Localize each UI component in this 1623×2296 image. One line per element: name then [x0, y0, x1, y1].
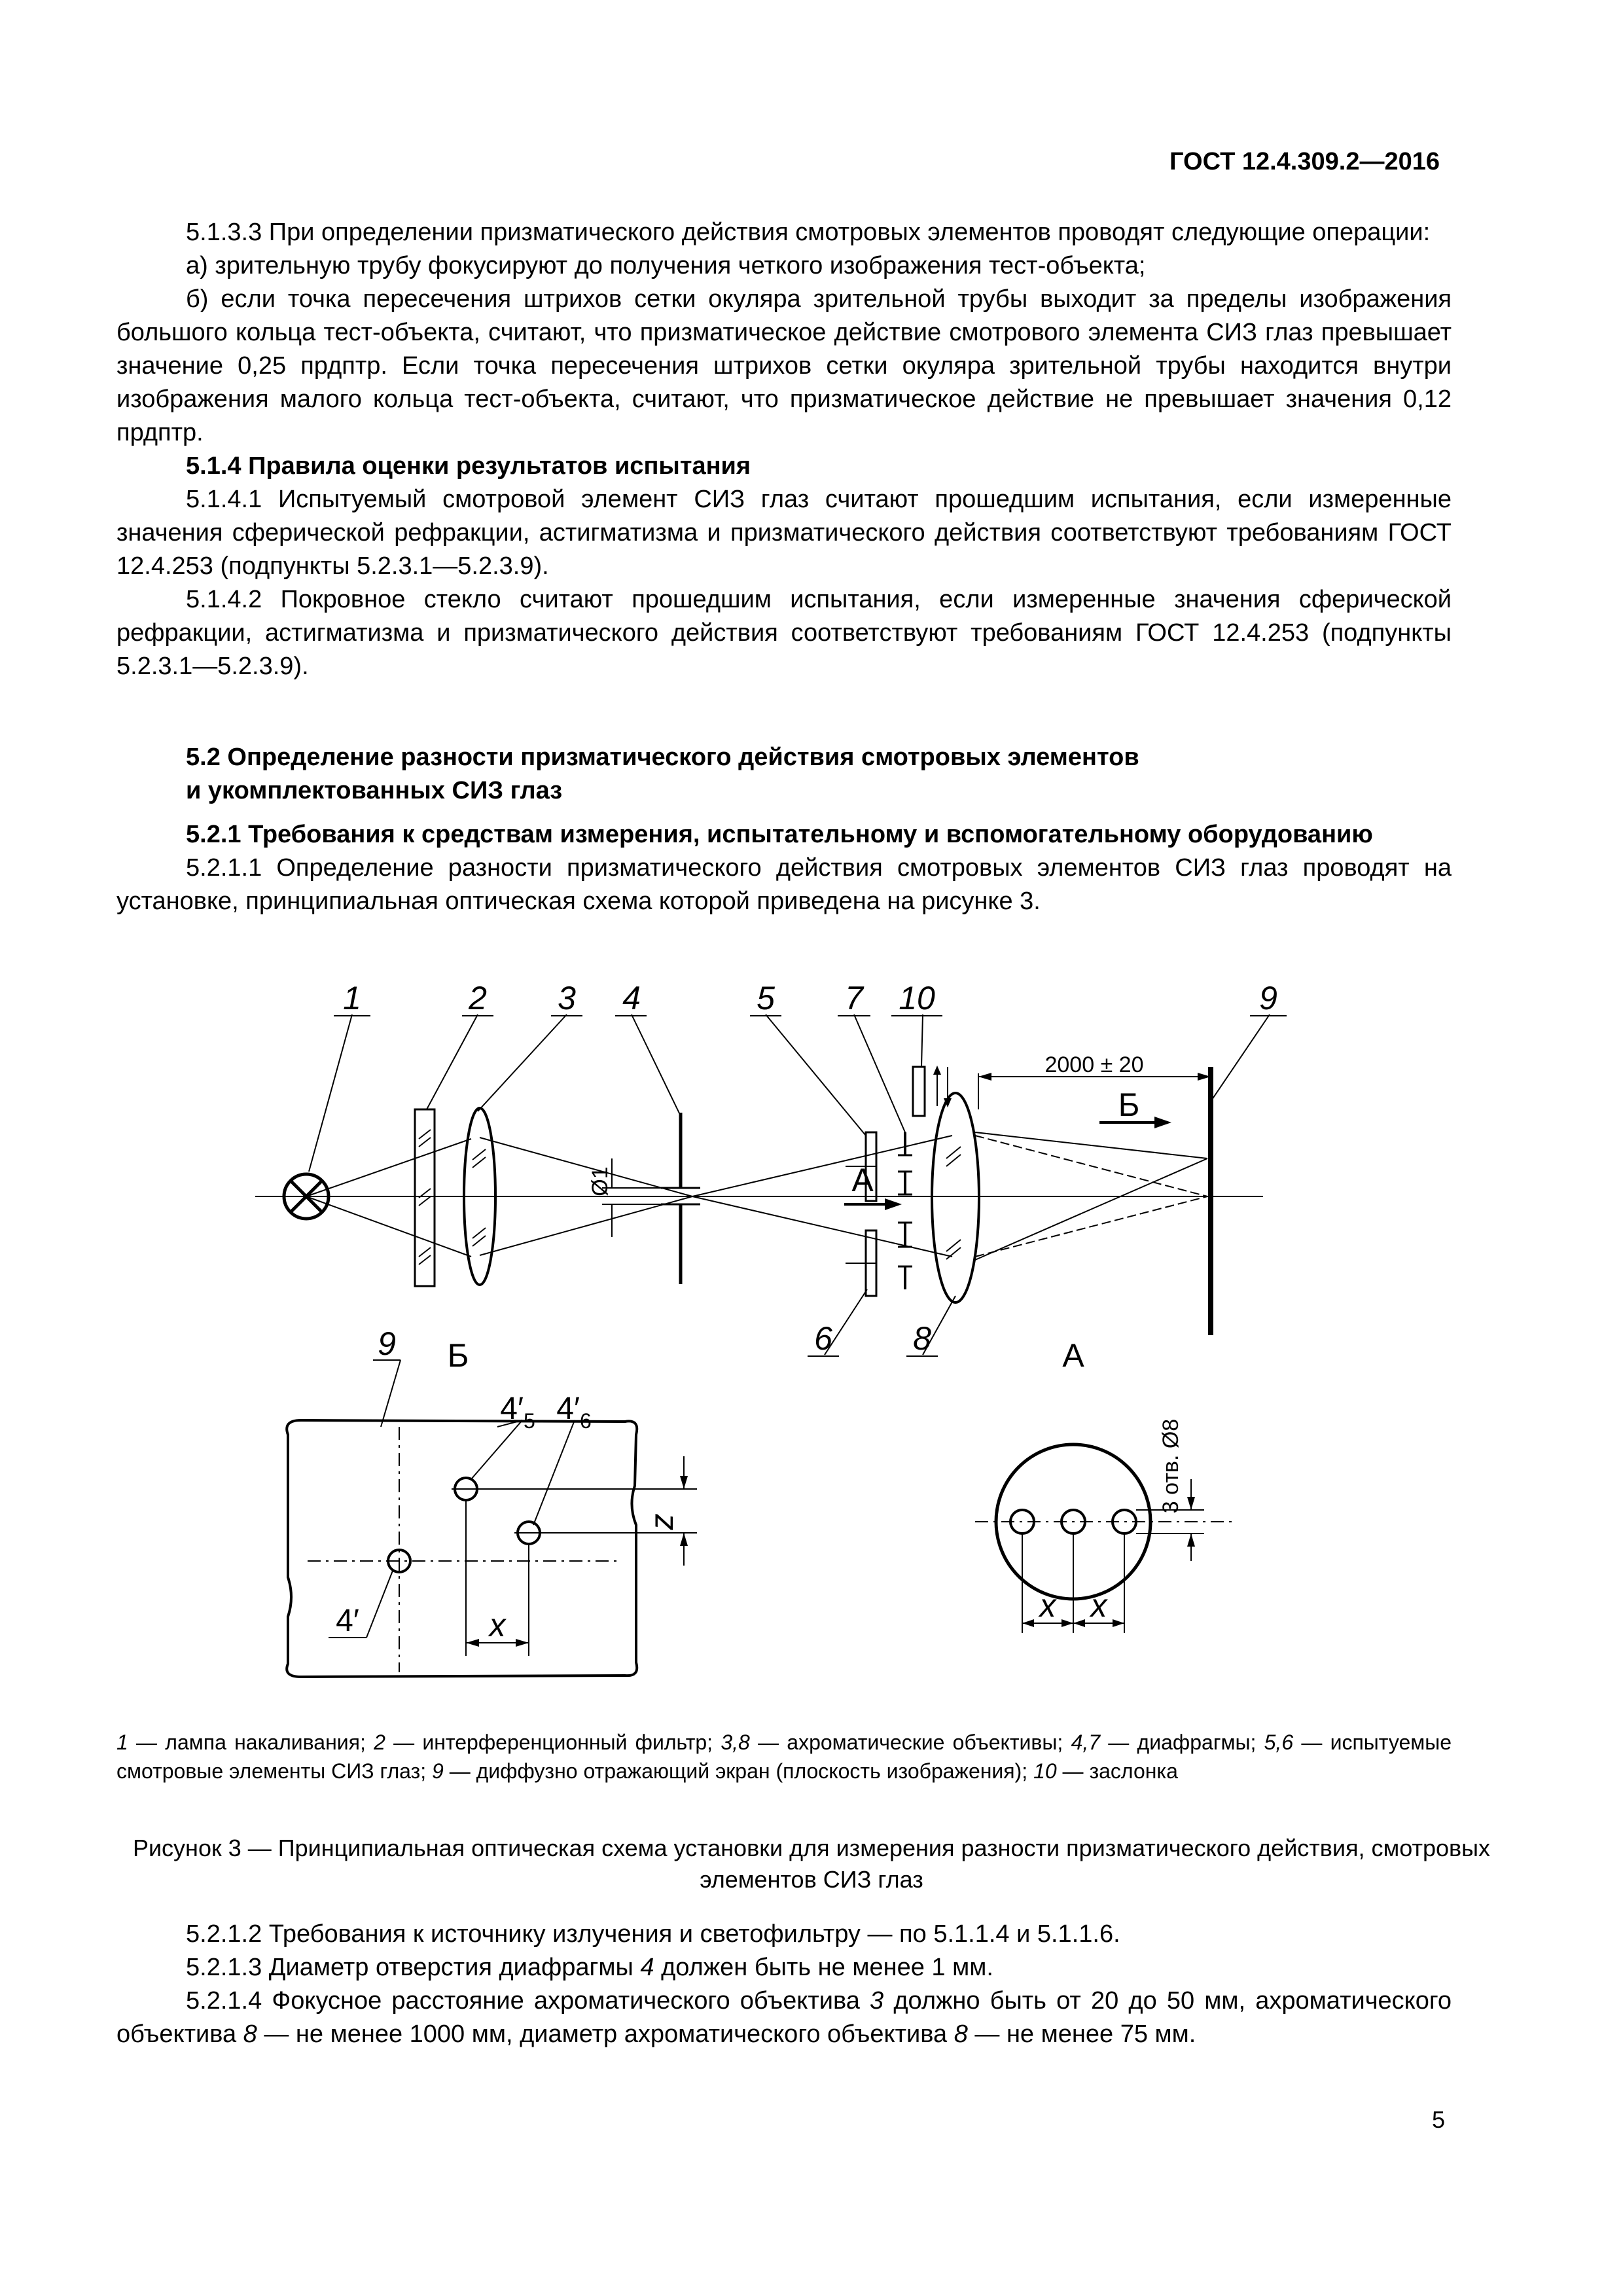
list-item-b: б) если точка пересечения штрихов сетки окуляра зрительной трубы выходит за пределы изображения большого кольца тест-объекта, считают, что призматическое действие смотрового элемента СИЗ глаз превышает значение 0,25 прдптр. Если точка пересечения штрихов сетки окуляра зрительной трубы находится внутри изображения малого кольца тест-объекта, считают, что призматическое действие не превышает значения 0,12 прдптр.: [116, 285, 1452, 446]
paragraph-5-2-1-2: 5.2.1.2 Требования к источнику излучения и светофильтру — по 5.1.1.4 и 5.1.1.6.: [186, 1920, 1120, 1948]
paragraph-5-1-4-1: 5.1.4.1 Испытуемый смотровой элемент СИЗ глаз считают прошедшим испытания, если измеренные значения сферической рефракции, астигматизма и призматического действия соответствуют требованиям ГОСТ 12.4.253 (подпункты 5.2.3.1—5.2.3.9).: [116, 486, 1452, 580]
section-5-2-1: [116, 818, 1452, 918]
section-5-2-1-after: [116, 1918, 1452, 2051]
legend-num-2: 2: [374, 1731, 385, 1754]
label-6: 6: [814, 1320, 832, 1357]
heading-5-2-line2: и укомплектованных СИЗ глаз: [186, 777, 563, 804]
label-4-prime: 4′: [336, 1604, 359, 1638]
legend-text-5: — испытуемые смотровые элементы СИЗ глаз;: [116, 1731, 1452, 1783]
p5214-text-d: — не менее 75 мм.: [967, 2020, 1196, 2048]
optical-scheme-svg: [0, 969, 1623, 1780]
legend-text-4: — диафрагмы;: [1100, 1731, 1264, 1754]
legend-text-1: — лампа накаливания;: [128, 1731, 374, 1754]
p5214-ref-3: 8: [954, 2020, 968, 2048]
legend-num-4: 4,7: [1071, 1731, 1101, 1754]
p5213-text-b: должен быть не менее 1 мм.: [654, 1954, 993, 1981]
p5213-ref: 4: [640, 1954, 654, 1981]
p5214-text-a: 5.2.1.4 Фокусное расстояние ахроматического объектива: [186, 1987, 870, 2015]
p5214-text-c: — не менее 1000 мм, диаметр ахроматического объектива: [257, 2020, 954, 2048]
label-10: 10: [899, 980, 935, 1016]
label-4-6: $4'_6$: [556, 1391, 592, 1433]
legend-num-5: 5,6: [1264, 1731, 1294, 1754]
document-code-header: ГОСТ 12.4.309.2—2016: [1169, 148, 1440, 175]
heading-5-1-4: 5.1.4 Правила оценки результатов испытания: [186, 452, 751, 480]
view-a-title: А: [1062, 1337, 1084, 1374]
label-x-right: x: [1090, 1587, 1107, 1624]
paragraph-5-2-1-3: [116, 1951, 1452, 1984]
p5214-ref-1: 3: [870, 1987, 884, 2015]
label-1: 1: [343, 980, 361, 1016]
view-b-label-9: 9: [378, 1325, 396, 1362]
paragraph-5-2-1-4: [116, 1984, 1452, 2051]
legend-text-6: — диффузно отражающий экран (плоскость изображения);: [443, 1759, 1034, 1783]
section-5-1-3-3: [116, 216, 1452, 683]
holes-dimension-label: 3 отв. Ø8: [1158, 1418, 1183, 1514]
legend-text-7: — заслонка: [1056, 1759, 1178, 1783]
label-9: 9: [1259, 980, 1277, 1016]
figure-caption: Рисунок 3 — Принципиальная оптическая схема установки для измерения разности призматического действия, смотровых элементов СИЗ глаз: [132, 1835, 1491, 1893]
arrow-a-label: А: [851, 1162, 874, 1198]
heading-5-2-1: 5.2.1 Требования к средствам измерения, испытательному и вспомогательному оборудованию: [186, 821, 1373, 848]
label-7: 7: [845, 980, 863, 1016]
figure-3-optical-scheme: [0, 969, 1623, 1780]
aperture-diameter-label: Ø1: [588, 1166, 613, 1196]
label-3: 3: [558, 980, 576, 1016]
paragraph-5-1-4-2: 5.1.4.2 Покровное стекло считают прошедшим испытания, если измеренные значения сферической рефракции, астигматизма и призматического действия соответствуют требованиям ГОСТ 12.4.253 (подпункты 5.2.3.1—5.2.3.9).: [116, 586, 1452, 680]
label-4-5: $4'_5$: [500, 1391, 535, 1433]
p5214-ref-2: 8: [243, 2020, 257, 2048]
legend-num-3: 3,8: [721, 1731, 750, 1754]
achromatic-lens-8: [932, 1093, 979, 1302]
label-x-view-b: x: [489, 1607, 506, 1643]
label-z: z: [643, 1513, 680, 1530]
legend-text-3: — ахроматические объективы;: [749, 1731, 1071, 1754]
legend-num-1: 1: [116, 1731, 128, 1754]
p5214-text-b: должно быть от 20 до 50 мм, ахроматического объектива: [116, 1987, 1452, 2048]
heading-5-2-line1: 5.2 Определение разности призматического действия смотровых элементов: [186, 744, 1139, 771]
legend-num-6: 9: [432, 1759, 444, 1783]
figure-legend: [116, 1728, 1452, 1785]
view-b-screen-outline: [287, 1420, 637, 1677]
shutter-10: [913, 1067, 925, 1116]
legend-text-2: — интерференционный фильтр;: [385, 1731, 721, 1754]
label-x-left: x: [1039, 1587, 1056, 1624]
paragraph-5-2-1-1: 5.2.1.1 Определение разности призматического действия смотровых элементов СИЗ глаз проводят на установке, принципиальная оптическая схема которой приведена на рисунке 3.: [116, 854, 1452, 915]
arrow-b-label: Б: [1118, 1086, 1140, 1123]
view-b-title: Б: [447, 1337, 469, 1374]
p5213-text-a: 5.2.1.3 Диаметр отверстия диафрагмы: [186, 1954, 641, 1981]
page-number: 5: [1431, 2106, 1445, 2133]
list-item-a: а) зрительную трубу фокусируют до получения четкого изображения тест-объекта;: [186, 252, 1146, 279]
label-8: 8: [913, 1320, 931, 1357]
paragraph-5-1-3-3: 5.1.3.3 При определении призматического действия смотровых элементов проводят следующие операции:: [186, 219, 1431, 246]
label-2: 2: [469, 980, 487, 1016]
label-4: 4: [622, 980, 641, 1016]
heading-5-2: [116, 741, 1452, 808]
legend-num-7: 10: [1033, 1759, 1057, 1783]
label-5: 5: [757, 980, 775, 1016]
dimension-2000: 2000 ± 20: [1044, 1052, 1144, 1077]
